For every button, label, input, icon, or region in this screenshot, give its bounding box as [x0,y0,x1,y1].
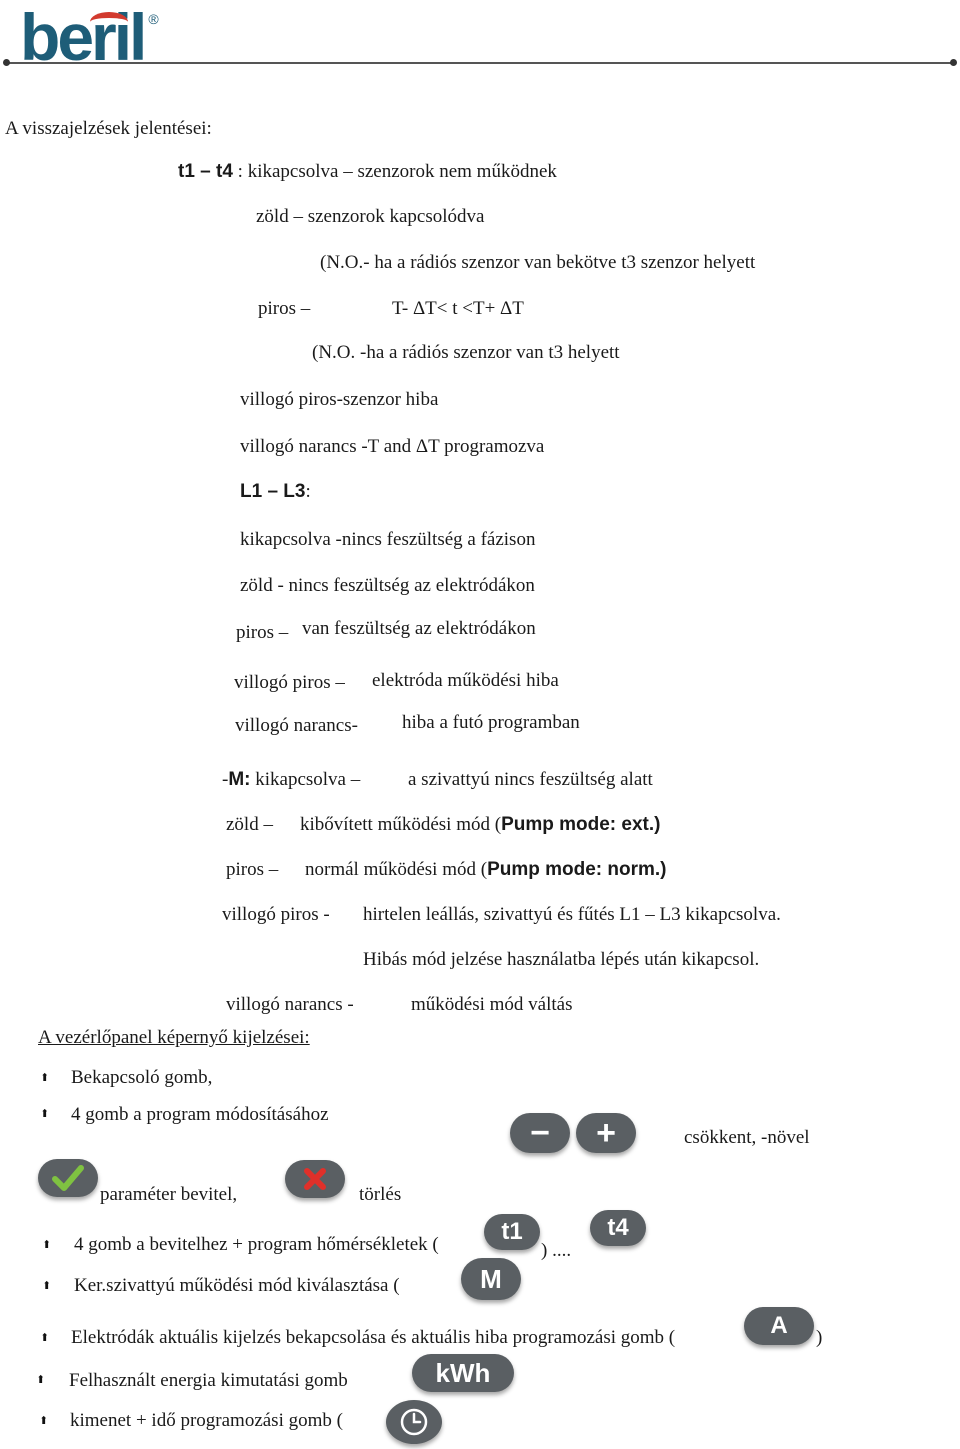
m-red-mode: Pump mode: norm.) [487,859,667,880]
t-red-text: piros – [258,298,311,319]
bullet-icon: ⬆ [40,1332,50,1344]
cross-icon [302,1166,328,1192]
t-blink-red-text: villogó piros-szenzor hiba [240,389,439,410]
m-dash: - [222,769,229,790]
l-blink-orange-text: villogó narancs- [235,715,358,736]
bullet-icon: ⬆ [36,1374,46,1386]
bullet-icon: ⬆ [42,1239,52,1251]
l-colon: : [305,481,311,502]
t-blink-orange-text: villogó narancs -T and ΔT programozva [240,436,545,457]
delete-desc: törlés [359,1184,402,1205]
l-blink-red-desc: elektróda működési hiba [372,670,559,691]
t4-button[interactable]: t4 [590,1210,646,1246]
m-red-desc: normál működési mód ( [305,859,488,880]
l-heading [240,481,311,503]
l-blink-red-text: villogó piros – [234,672,345,693]
kwh-button[interactable]: kWh [412,1354,514,1392]
t-red-note: (N.O. -ha a rádiós szenzor van t3 helyett [312,342,620,363]
clock-icon [399,1407,429,1437]
power-button-item: Bekapcsoló gomb, [71,1067,213,1088]
header-divider [6,62,954,64]
minus-button[interactable]: − [510,1113,570,1153]
divider-dot-left [3,59,10,66]
registered-mark: ® [148,11,159,27]
logo-accent-arc [90,12,128,32]
t-sensors-line [178,161,557,183]
electrodes-item-close: ) [816,1327,823,1348]
m-off-line [222,769,360,791]
bullet-icon: ⬆ [40,1108,50,1120]
m-label: M: [228,769,251,790]
pump-mode-item: Ker.szivattyú működési mód kiválasztása ( [74,1275,400,1296]
energy-item: Felhasznált energia kimutatási gomb [69,1370,348,1390]
m-blink-orange-desc: működési mód váltás [411,994,573,1015]
m-green-text: zöld – [226,814,273,835]
m-red-line [305,859,667,881]
l-red-text: piros – [236,622,289,643]
t1-after-text: ) .... [541,1240,572,1261]
electrodes-item: Elektródák aktuális kijelzés bekapcsolása és aktuális hiba programozási gomb ( [71,1327,676,1348]
section-heading-panel: A vezérlőpanel képernyő kijelzései: [38,1027,310,1048]
m-off-text: kikapcsolva – [250,769,361,790]
m-blink-red-desc2: Hibás mód jelzése használatba lépés után kikapcsol. [363,949,760,970]
m-green-line [300,814,660,836]
t-label: t1 – t4 [178,161,233,182]
t-green-text: zöld – szenzorok kapcsolódva [256,206,485,227]
a-button[interactable]: A [744,1307,814,1345]
m-blink-red-text: villogó piros - [222,904,330,925]
l-red-desc: van feszültség az elektródákon [302,618,536,639]
bullet-icon: ⬆ [40,1072,50,1084]
ok-desc: paraméter bevitel, [100,1184,238,1205]
m-button[interactable]: M [461,1258,521,1300]
divider-dot-right [950,59,957,66]
four-buttons-item: 4 gomb a program módosításához [71,1104,329,1125]
output-time-item: kimenet + idő programozási gomb ( [70,1410,343,1431]
logo-text: beril [20,0,145,74]
clock-button[interactable] [386,1400,442,1444]
l-label: L1 – L3 [240,481,306,502]
m-green-mode: Pump mode: ext.) [501,814,661,835]
input-buttons-item: 4 gomb a bevitelhez + program hőmérsékletek ( [74,1234,439,1254]
m-blink-orange-text: villogó narancs - [226,994,354,1015]
delete-button[interactable] [285,1160,345,1198]
t-red-formula: T- ΔT˂ t ˂T+ ΔT [392,298,524,319]
bullet-icon: ⬆ [39,1415,49,1427]
minus-plus-desc: csökkent, -növel [684,1127,810,1148]
t1-button[interactable]: t1 [484,1214,540,1250]
t-off-text: : kikapcsolva – szenzorok nem működnek [232,161,557,182]
m-red-text: piros – [226,859,279,880]
l-blink-orange-desc: hiba a futó programban [402,712,580,733]
l-off-text: kikapcsolva -nincs feszültség a fázison [240,529,536,550]
section-heading-indicators: A visszajelzések jelentései: [5,118,212,139]
l-green-text: zöld - nincs feszültség az elektródákon [240,575,535,596]
beril-logo [20,0,159,90]
t-green-note: (N.O.- ha a rádiós szenzor van bekötve t3 szenzor helyett [320,252,756,273]
m-green-desc: kibővített működési mód ( [300,814,502,835]
check-icon [51,1163,85,1193]
ok-button[interactable] [38,1159,98,1197]
plus-button[interactable]: + [576,1113,636,1153]
m-blink-red-desc: hirtelen leállás, szivattyú és fűtés L1 – L3 kikapcsolva. [363,904,781,925]
m-off-desc: a szivattyú nincs feszültség alatt [408,769,653,790]
bullet-icon: ⬆ [42,1280,52,1292]
